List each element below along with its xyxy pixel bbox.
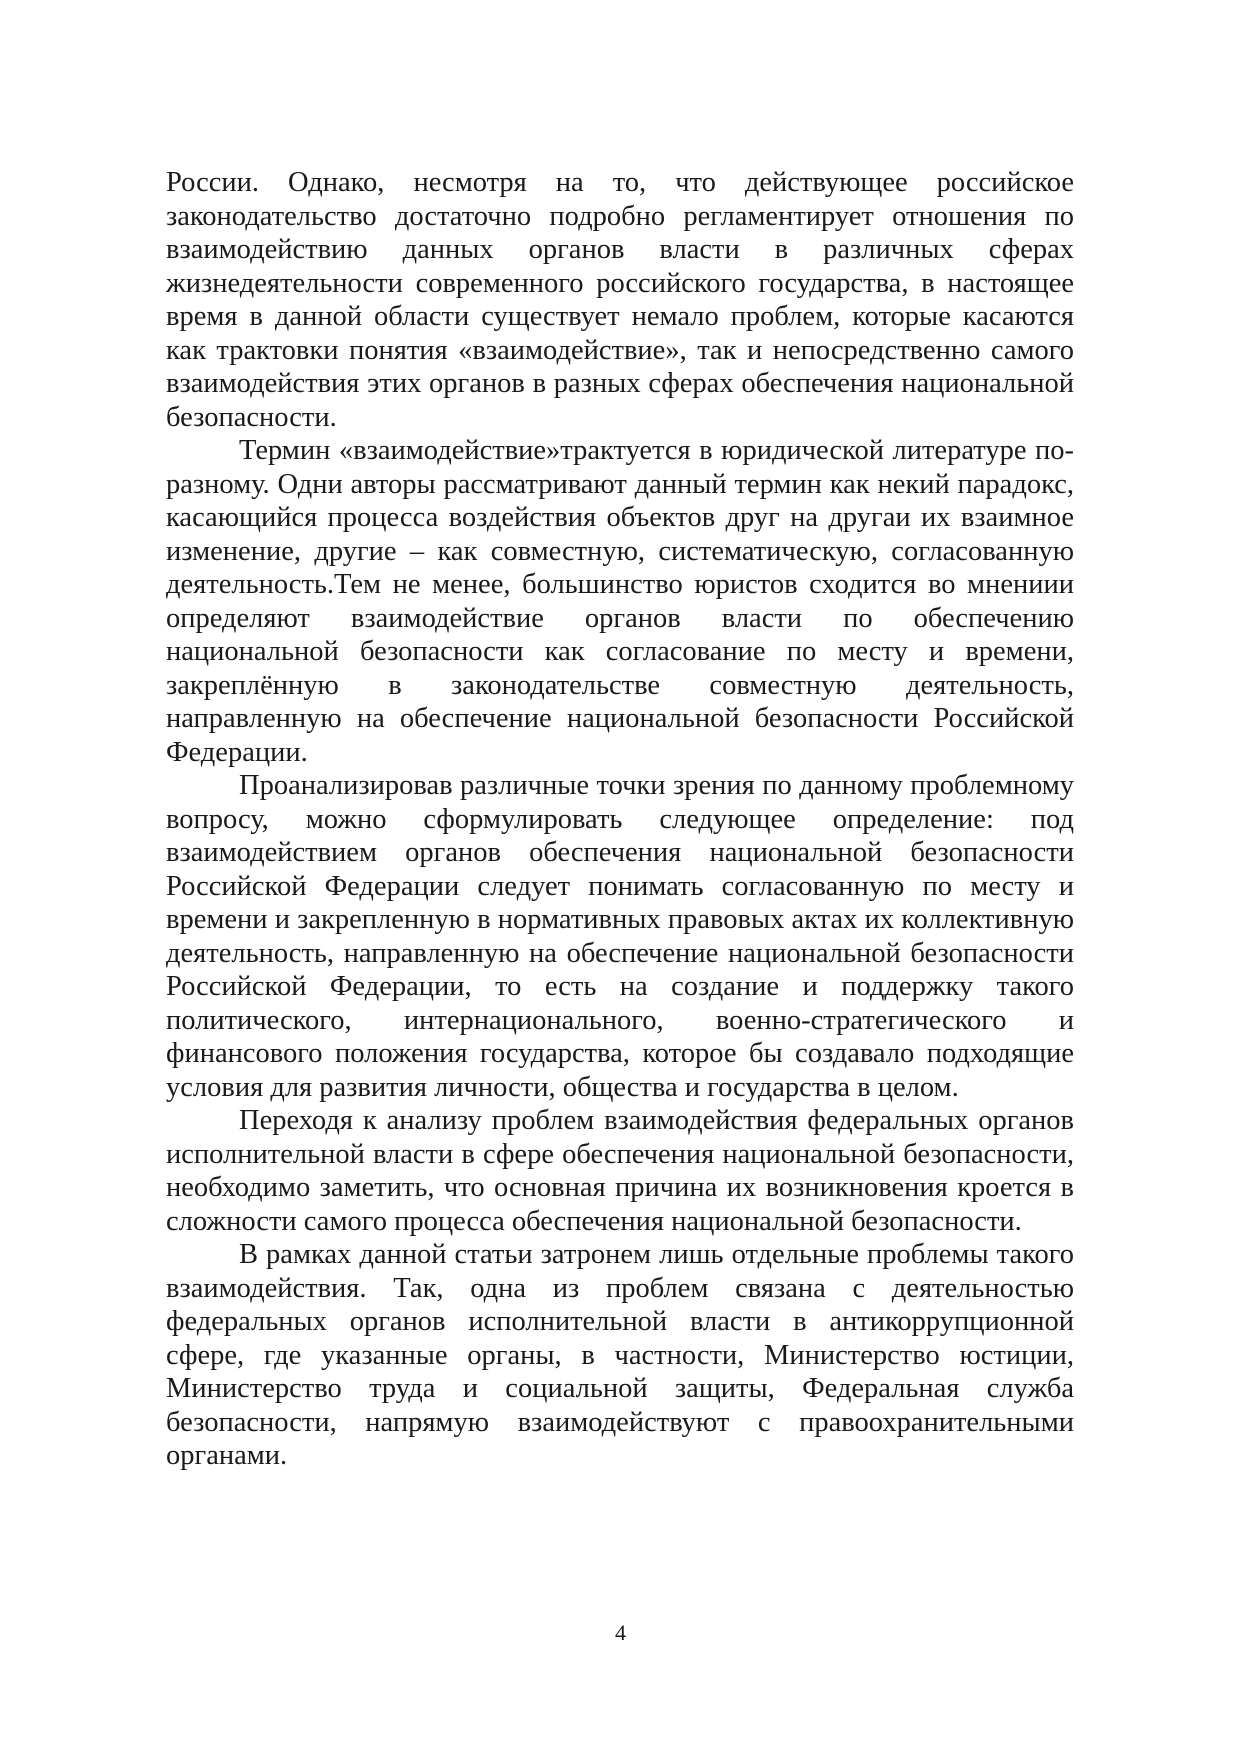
paragraph-continuation: России. Однако, несмотря на то, что действующее российское законодательство достаточно подробно регламентирует отношения по взаимодействию данных органов власти в различных сферах жизнедеятельности современного российского государства, в настоящее время в данной области существует немало проблем, которые касаются как трактовки понятия «взаимодействие», так и непосредственно самого взаимодействия этих органов в разных сферах обеспечения национальной безопасности. [166, 167, 1074, 433]
page-number: 4 [615, 1620, 626, 1645]
paragraph-proposed-definition: Проанализировав различные точки зрения по данному проблемному вопросу, можно сформулировать следующее определение: под взаимодействием органов обеспечения национальной безопасности Российской Федерации следует понимать согласованную по месту и времени и закрепленную в нормативных правовых актах их коллективную деятельность, направленную на обеспечение национальной безопасности Российской Федерации, то есть на создание и поддержку такого политического, интернационального, военно-стратегического и финансового положения государства, которое бы создавало подходящие условия для развития личности, общества и государства в целом. [166, 770, 1074, 1103]
paragraph-term-definition: Термин «взаимодействие»трактуется в юридической литературе по-разному. Одни авторы рассматривают данный термин как некий парадокс, касающийся процесса воздействия объектов друг на другаи их взаимное изменение, другие – как совместную, систематическую, согласованную деятельность.Тем не менее, большинство юристов сходится во мнениии определяют взаимодействие органов власти по обеспечению национальной безопасности как согласование по месту и времени, закреплённую в законодательстве совместную деятельность, направленную на обеспечение национальной безопасности Российской Федерации. [166, 435, 1074, 768]
body-text [166, 166, 1074, 1473]
paragraph-anticorruption: В рамках данной статьи затронем лишь отдельные проблемы такого взаимодействия. Так, одна из проблем связана с деятельностью федеральных органов исполнительной власти в антикоррупционной сфере, где указанные органы, в частности, Министерство юстиции, Министерство труда и социальной защиты, Федеральная служба безопасности, напрямую взаимодействуют с правоохранительными органами. [166, 1239, 1074, 1471]
paragraph-problem-analysis: Переходя к анализу проблем взаимодействия федеральных органов исполнительной власти в сфере обеспечения национальной безопасности, необходимо заметить, что основная причина их возникновения кроется в сложности самого процесса обеспечения национальной безопасности. [166, 1105, 1074, 1237]
